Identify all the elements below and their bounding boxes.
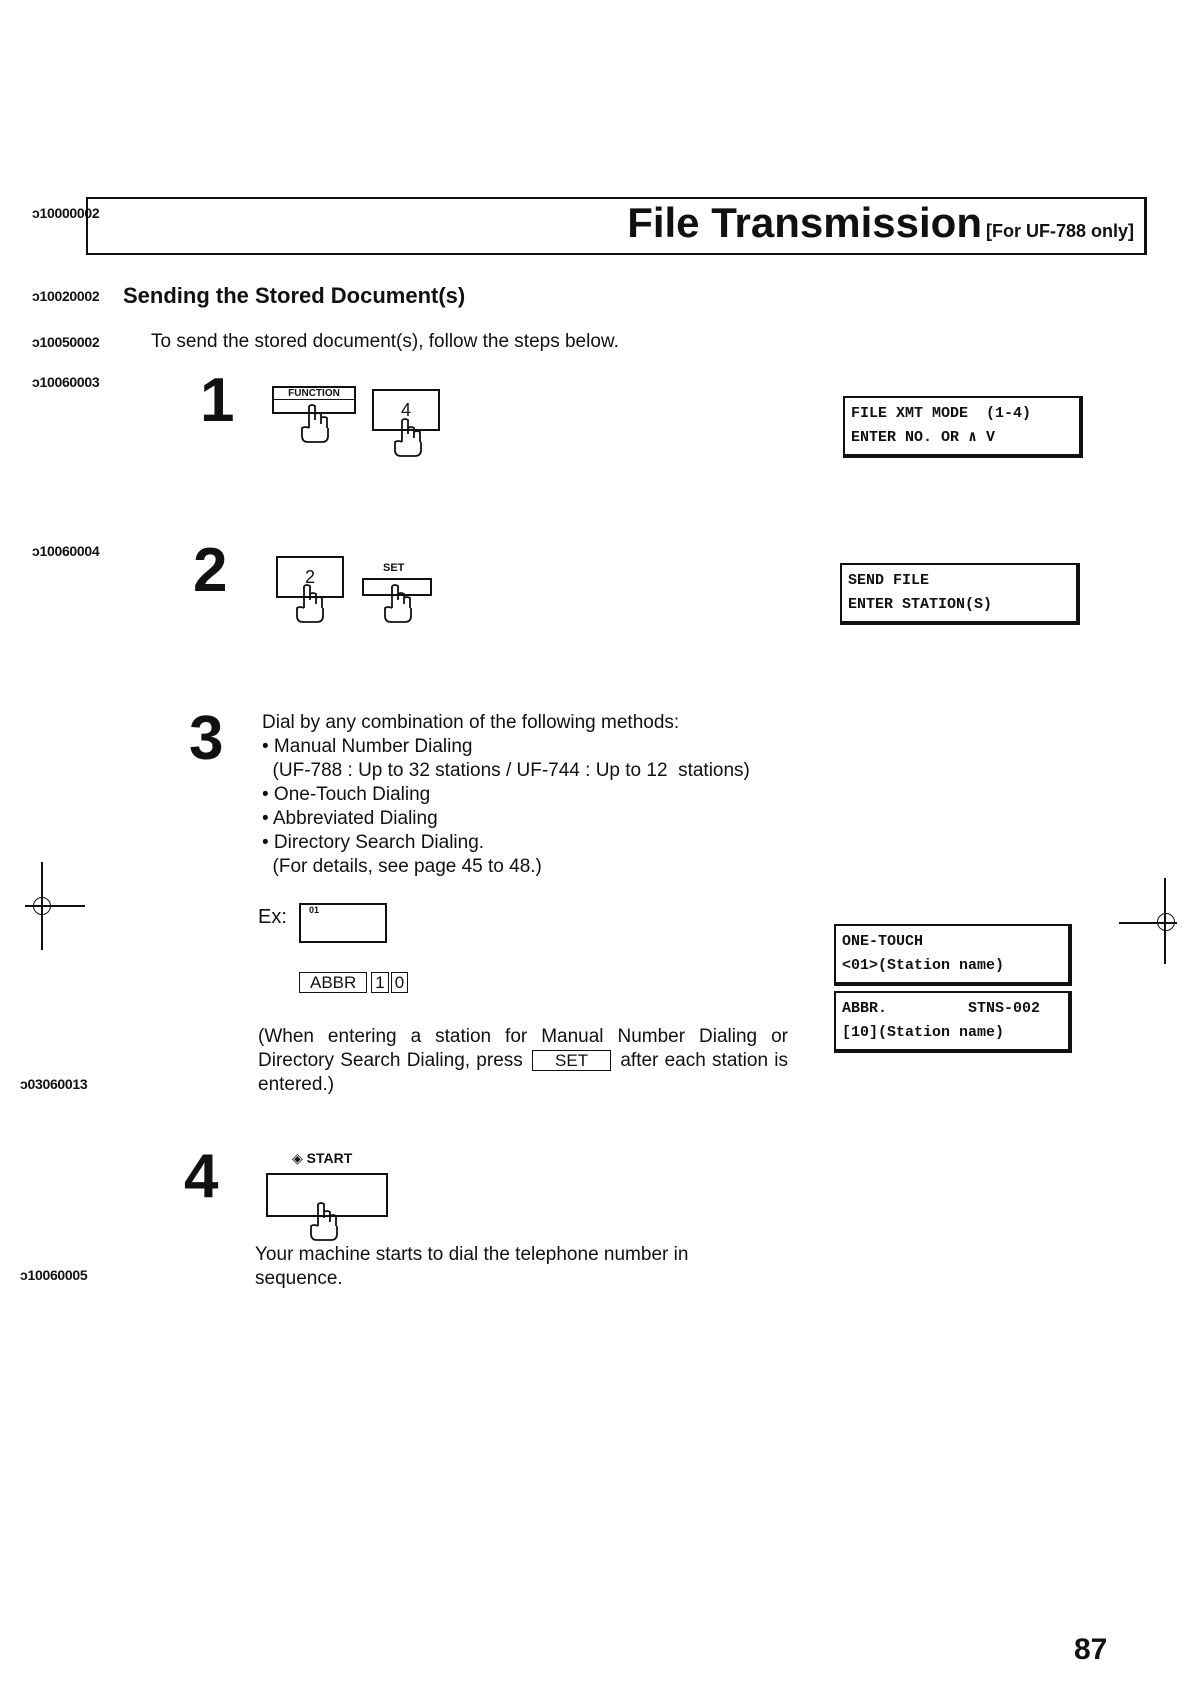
section-code: ↄ10020002 xyxy=(32,288,100,304)
press-hand-icon xyxy=(304,1202,340,1242)
header-box xyxy=(86,197,1147,255)
lcd-line: [10](Station name) xyxy=(842,1024,1005,1041)
lcd-line: <01>(Station name) xyxy=(842,957,1005,974)
step3-number: 3 xyxy=(189,704,224,773)
step3-line: Dial by any combination of the following methods: xyxy=(262,712,680,733)
section-title: Sending the Stored Document(s) xyxy=(123,283,466,308)
start-icon: ◈ xyxy=(292,1150,303,1166)
step3-line: • One-Touch Dialing xyxy=(262,784,431,805)
step2-code: ↄ10060004 xyxy=(32,543,100,559)
step3-note-part1: (When entering a station for Manual Number Dialing or Directory Search Dialing, press xyxy=(258,1026,788,1071)
step3-line: • Abbreviated Dialing xyxy=(262,808,438,829)
abbr-key[interactable]: ABBR xyxy=(299,972,367,993)
step2-number: 2 xyxy=(193,536,228,605)
step3-line: • Manual Number Dialing xyxy=(262,736,473,757)
start-key-label xyxy=(292,1150,352,1167)
set-key-label: SET xyxy=(383,562,405,574)
header-code: ↄ10000002 xyxy=(32,205,100,221)
lcd-display-onetouch xyxy=(834,924,1072,986)
lcd-display-abbr xyxy=(834,991,1072,1053)
digit-key-0[interactable]: 0 xyxy=(391,972,408,993)
start-key-label-text: START xyxy=(306,1150,353,1166)
step3-line: (UF-788 : Up to 32 stations / UF-744 : Up to 12 stations) xyxy=(262,760,750,781)
press-hand-icon xyxy=(378,584,414,624)
intro-code: ↄ10050002 xyxy=(32,334,100,350)
step1-number: 1 xyxy=(200,366,235,435)
lcd-line: SEND FILE xyxy=(848,572,930,589)
page-title-subtitle: [For UF-788 only] xyxy=(985,221,1134,241)
step4-number: 4 xyxy=(184,1142,219,1211)
step3-note xyxy=(258,1025,788,1097)
one-touch-key-01[interactable] xyxy=(299,903,387,943)
lcd-display-step2 xyxy=(840,563,1080,625)
one-touch-key-label: 01 xyxy=(309,905,320,915)
step1-code: ↄ10060003 xyxy=(32,374,100,390)
key-2[interactable]: 2 xyxy=(276,556,344,598)
example-label: Ex: xyxy=(258,906,287,928)
step4-code: ↄ10060005 xyxy=(20,1267,88,1283)
intro-text: To send the stored document(s), follow the steps below. xyxy=(151,331,619,352)
step3-line: • Directory Search Dialing. xyxy=(262,832,485,853)
set-key-inline[interactable]: SET xyxy=(532,1050,611,1071)
lcd-line: ONE-TOUCH xyxy=(842,933,924,950)
abbr-key-sequence xyxy=(296,972,409,993)
page-title-text: File Transmission xyxy=(627,199,982,246)
function-key-label: FUNCTION xyxy=(274,388,354,400)
lcd-display-step1 xyxy=(843,396,1083,458)
registration-mark-left-circle xyxy=(33,897,51,915)
step3-method-list xyxy=(262,711,750,879)
press-hand-icon xyxy=(295,404,331,444)
press-hand-icon xyxy=(388,418,424,458)
step4-text: Your machine starts to dial the telephone number in sequence. xyxy=(255,1244,689,1289)
page-title xyxy=(627,199,1134,247)
press-hand-icon xyxy=(290,584,326,624)
registration-mark-right-circle xyxy=(1157,913,1175,931)
page-number: 87 xyxy=(1074,1633,1108,1666)
step3-code: ↄ03060013 xyxy=(20,1076,88,1092)
lcd-line: ABBR. STNS-002 xyxy=(842,1000,1041,1017)
lcd-line: FILE XMT MODE (1-4) xyxy=(851,405,1032,422)
digit-key-1[interactable]: 1 xyxy=(371,972,388,993)
key-4[interactable]: 4 xyxy=(372,389,440,431)
step3-line: (For details, see page 45 to 48.) xyxy=(262,856,542,877)
lcd-line: ENTER STATION(S) xyxy=(848,596,993,613)
step3-note-part2: after each station is entered.) xyxy=(258,1050,789,1095)
lcd-line: ENTER NO. OR ∧ V xyxy=(851,429,996,446)
